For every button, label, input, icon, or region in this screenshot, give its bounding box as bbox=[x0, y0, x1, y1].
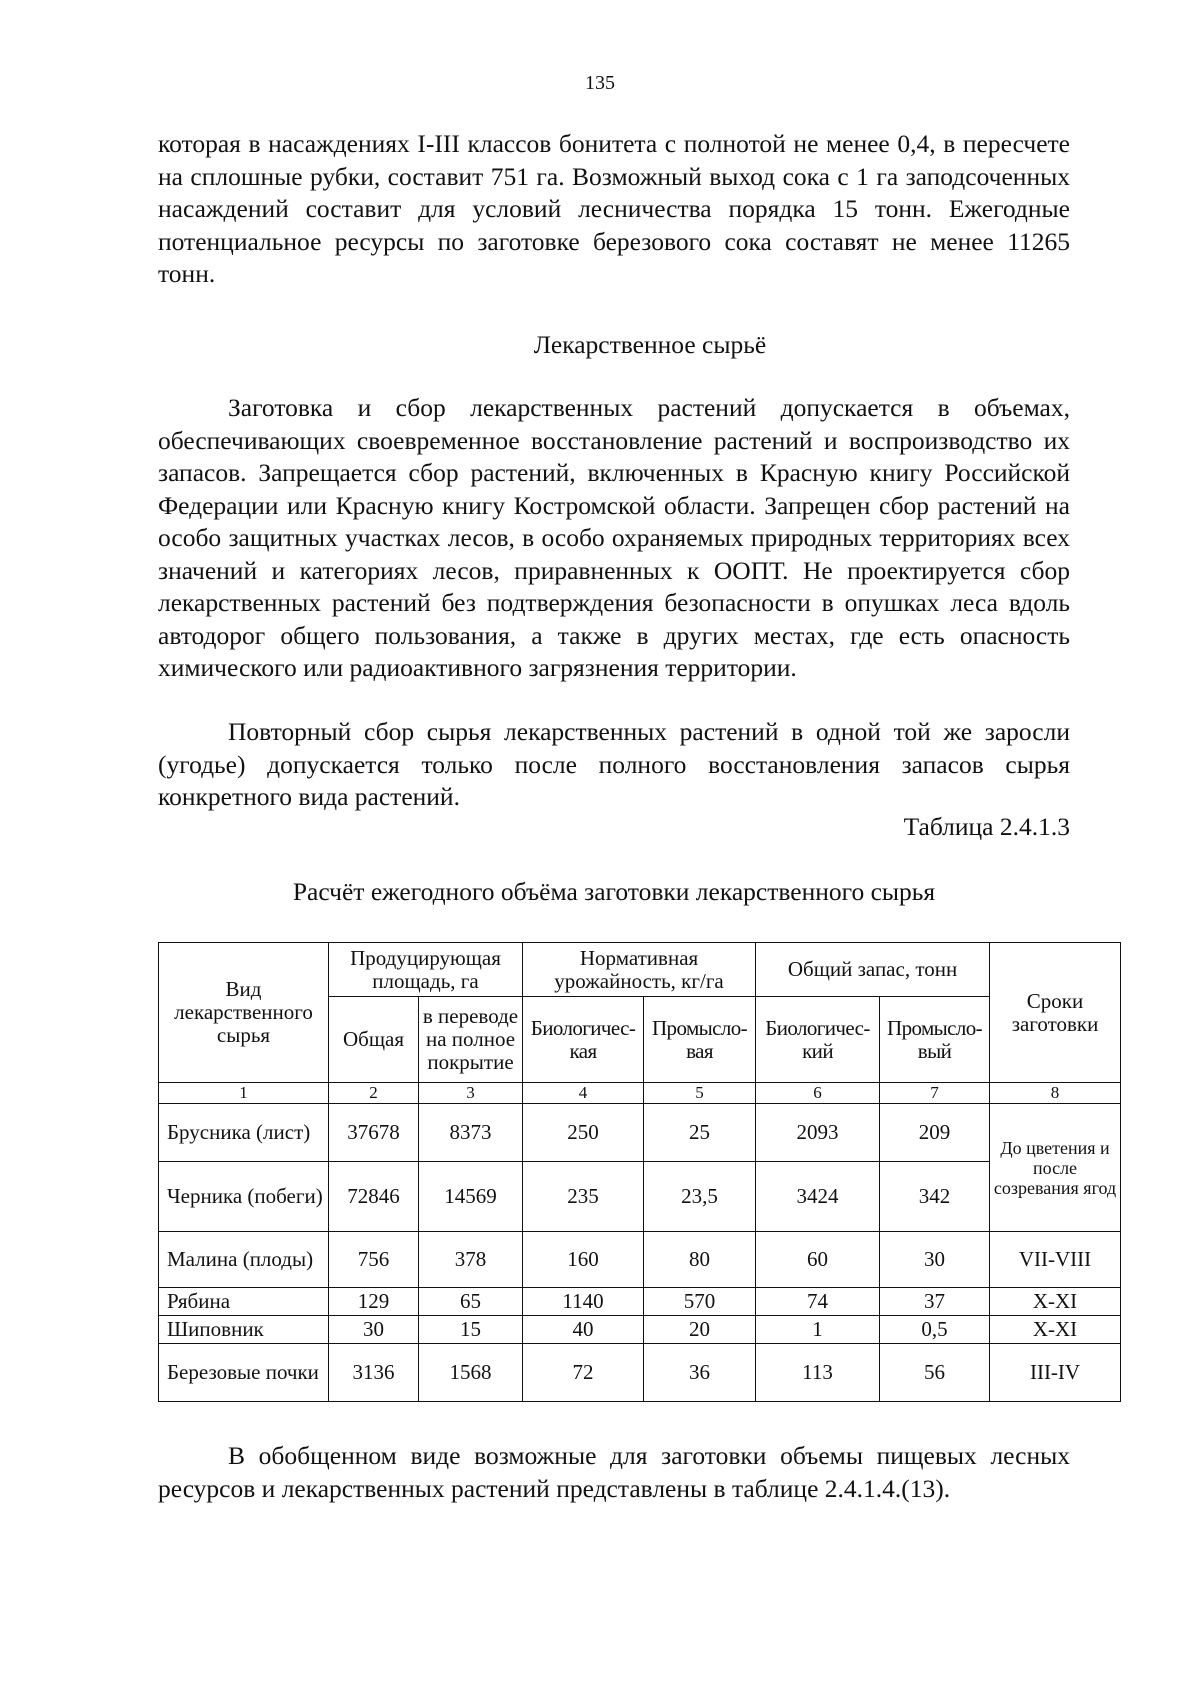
header-stock-ind: Промысло-вый bbox=[880, 997, 990, 1083]
cell-value: 2093 bbox=[756, 1104, 880, 1162]
header-area-total: Общая bbox=[329, 997, 419, 1083]
paragraph-repeat-harvest: Повторный сбор сырья лекарственных растений в одной той же заросли (угодье) допускается только после полного восстановления запасов сырья конкретного вида растений. bbox=[158, 717, 1070, 811]
cell-value: 342 bbox=[880, 1162, 990, 1232]
cell-value: 3136 bbox=[329, 1344, 419, 1402]
table-row bbox=[159, 1162, 1121, 1232]
cell-value: 756 bbox=[329, 1232, 419, 1288]
paragraph-summary: В обобщенном виде возможные для заготовки объемы пищевых лесных ресурсов и лекарственных растений представлены в таблице 2.4.1.4.(13). bbox=[158, 1441, 1070, 1503]
header-terms: Сроки заготовки bbox=[990, 943, 1121, 1083]
cell-value: 30 bbox=[329, 1316, 419, 1344]
cell-value: 15 bbox=[419, 1316, 523, 1344]
merged-term-cell: До цветения и после созревания ягод bbox=[990, 1104, 1121, 1232]
column-number: 1 bbox=[159, 1083, 329, 1104]
term-cell: X-XI bbox=[990, 1316, 1121, 1344]
cell-value: 3424 bbox=[756, 1162, 880, 1232]
column-numbers-row bbox=[159, 1083, 1121, 1104]
cell-value: 36 bbox=[644, 1344, 756, 1402]
column-number: 5 bbox=[644, 1083, 756, 1104]
cell-value: 1140 bbox=[523, 1288, 644, 1316]
header-yield-bio: Биологичес-кая bbox=[523, 997, 644, 1083]
table-row bbox=[159, 1104, 1121, 1162]
section-heading: Лекарственное сырьё bbox=[533, 330, 767, 359]
cell-value: 60 bbox=[756, 1232, 880, 1288]
paragraph-sap-resources: которая в насаждениях I-III классов бонитета с полнотой не менее 0,4, в пересчете на сплошные рубки, составит 751 га. Возможный выход сока с 1 га заподсоченных насаждений составит для условий лесничества порядка 15 тонн. Ежегодные потенциальное ресурсы по заготовке березового сока составят не менее 11265 тонн. bbox=[158, 129, 1070, 288]
table-row bbox=[159, 1288, 1121, 1316]
species-name: Шиповник bbox=[159, 1316, 329, 1344]
table-title: Расчёт ежегодного объёма заготовки лекарственного сырья bbox=[292, 877, 936, 906]
term-cell: III-IV bbox=[990, 1344, 1121, 1402]
cell-value: 23,5 bbox=[644, 1162, 756, 1232]
column-number: 8 bbox=[990, 1083, 1121, 1104]
table-label: Таблица 2.4.1.3 bbox=[903, 812, 1070, 841]
table-row bbox=[159, 1316, 1121, 1344]
species-name: Березовые почки bbox=[159, 1344, 329, 1402]
table-row bbox=[159, 1232, 1121, 1288]
medicinal-raw-materials-table bbox=[158, 942, 1121, 1402]
cell-value: 8373 bbox=[419, 1104, 523, 1162]
column-number: 7 bbox=[880, 1083, 990, 1104]
header-area: Продуцирующая площадь, га bbox=[329, 943, 523, 997]
cell-value: 65 bbox=[419, 1288, 523, 1316]
page-number: 135 bbox=[585, 72, 615, 94]
cell-value: 0,5 bbox=[880, 1316, 990, 1344]
cell-value: 74 bbox=[756, 1288, 880, 1316]
column-number: 6 bbox=[756, 1083, 880, 1104]
species-name: Брусника (лист) bbox=[159, 1104, 329, 1162]
header-stock: Общий запас, тонн bbox=[756, 943, 990, 997]
cell-value: 129 bbox=[329, 1288, 419, 1316]
species-name: Черника (побеги) bbox=[159, 1162, 329, 1232]
cell-value: 20 bbox=[644, 1316, 756, 1344]
term-cell: X-XI bbox=[990, 1288, 1121, 1316]
species-name: Малина (плоды) bbox=[159, 1232, 329, 1288]
cell-value: 209 bbox=[880, 1104, 990, 1162]
cell-value: 30 bbox=[880, 1232, 990, 1288]
column-number: 2 bbox=[329, 1083, 419, 1104]
term-cell: VII-VIII bbox=[990, 1232, 1121, 1288]
cell-value: 72846 bbox=[329, 1162, 419, 1232]
header-area-full: в переводе на полное покрытие bbox=[419, 997, 523, 1083]
header-yield-ind: Промысло-вая bbox=[644, 997, 756, 1083]
cell-value: 160 bbox=[523, 1232, 644, 1288]
cell-value: 56 bbox=[880, 1344, 990, 1402]
header-stock-bio: Биологичес-кий bbox=[756, 997, 880, 1083]
table-row bbox=[159, 1344, 1121, 1402]
paragraph-harvest-rules: Заготовка и сбор лекарственных растений допускается в объемах, обеспечивающих своевременное восстановление растений и воспроизводство их запасов. Запрещается сбор растений, включенных в Красную книгу Российской Федерации или Красную книгу Костромской области. Запрещен сбор растений на особо защитных участках лесов, в особо охраняемых природных территориях всех значений и категориях лесов, приравненных к ООПТ. Не проектируется сбор лекарственных растений без подтверждения безопасности в опушках леса вдоль автодорог общего пользования, а также в других местах, где есть опасность химического или радиоактивного загрязнения территории. bbox=[158, 393, 1070, 682]
column-number: 3 bbox=[419, 1083, 523, 1104]
cell-value: 80 bbox=[644, 1232, 756, 1288]
cell-value: 235 bbox=[523, 1162, 644, 1232]
species-name: Рябина bbox=[159, 1288, 329, 1316]
cell-value: 1 bbox=[756, 1316, 880, 1344]
cell-value: 40 bbox=[523, 1316, 644, 1344]
cell-value: 378 bbox=[419, 1232, 523, 1288]
cell-value: 25 bbox=[644, 1104, 756, 1162]
cell-value: 1568 bbox=[419, 1344, 523, 1402]
cell-value: 37 bbox=[880, 1288, 990, 1316]
cell-value: 570 bbox=[644, 1288, 756, 1316]
cell-value: 37678 bbox=[329, 1104, 419, 1162]
cell-value: 250 bbox=[523, 1104, 644, 1162]
header-yield: Нормативная урожайность, кг/га bbox=[523, 943, 756, 997]
cell-value: 113 bbox=[756, 1344, 880, 1402]
column-number: 4 bbox=[523, 1083, 644, 1104]
cell-value: 14569 bbox=[419, 1162, 523, 1232]
header-species: Вид лекарственного сырья bbox=[159, 943, 329, 1083]
cell-value: 72 bbox=[523, 1344, 644, 1402]
